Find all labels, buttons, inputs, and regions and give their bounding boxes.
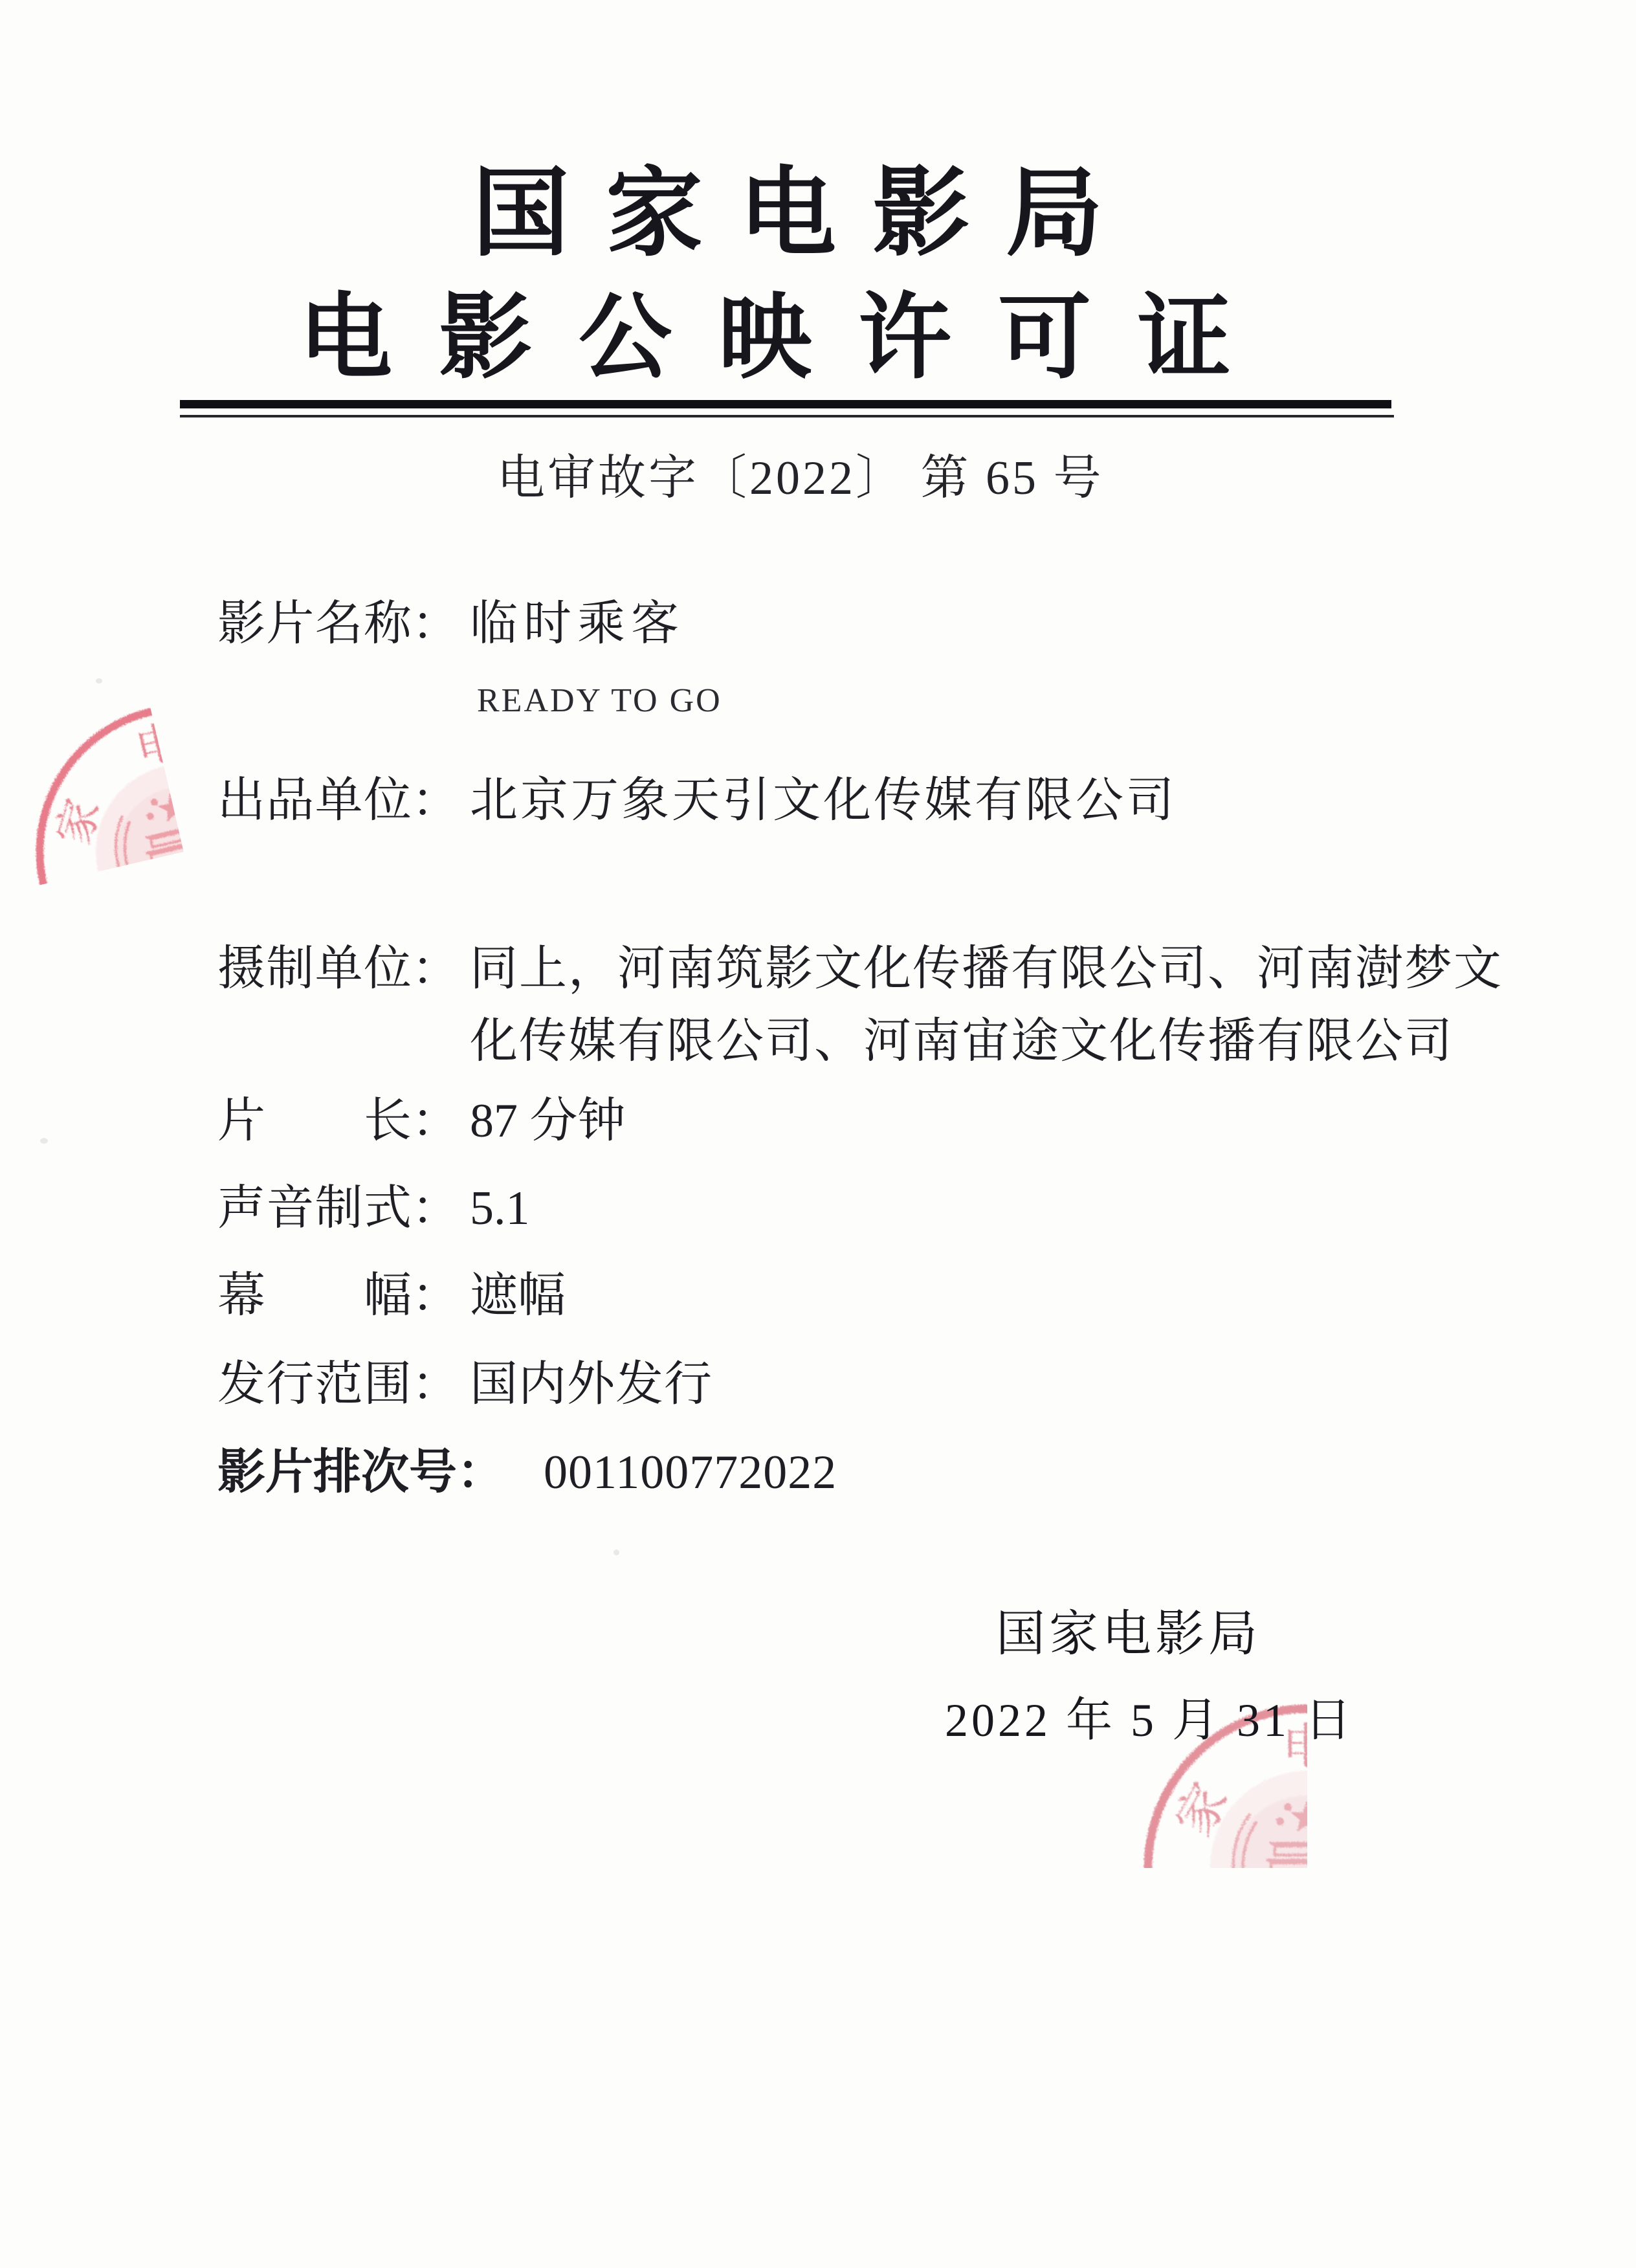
field-colon: ：	[412, 1358, 459, 1411]
document-title-line1: 国家电影局	[472, 161, 1140, 268]
field-colon: ：	[412, 774, 459, 827]
issuer-name: 国家电影局	[996, 1607, 1261, 1662]
field-colon: ：	[457, 1446, 505, 1499]
field-row-producer	[217, 771, 1177, 830]
scan-speck	[40, 1138, 48, 1144]
field-label: 影片名称	[217, 597, 412, 650]
field-value-film-name: 临时乘客	[470, 597, 685, 650]
partial-official-seal-stamp	[0, 555, 184, 920]
film-english-title: READY TO GO	[477, 682, 722, 719]
field-row-film-name	[217, 594, 685, 654]
permit-number: 电审故字〔2022〕 第 65 号	[497, 452, 1104, 505]
header-rule-thick	[180, 400, 1391, 408]
field-value-producer: 北京万象天引文化传媒有限公司	[470, 774, 1177, 827]
field-row-screen-format	[217, 1266, 566, 1326]
field-label: 出品单位	[217, 774, 412, 827]
field-label: 影片排次号	[217, 1446, 457, 1499]
scan-speck	[614, 1550, 619, 1555]
field-label: 声音制式	[217, 1182, 412, 1235]
field-label: 发行范围	[217, 1358, 412, 1411]
header-rule-thin	[180, 415, 1394, 417]
field-value-film-serial-number: 001100772022	[544, 1446, 837, 1499]
field-colon: ：	[412, 1182, 459, 1235]
field-row-production-units	[217, 933, 1535, 1078]
field-label: 幕幅	[217, 1269, 412, 1322]
field-value-distribution-range: 国内外发行	[470, 1358, 713, 1411]
field-label: 摄制单位	[217, 942, 412, 995]
field-label: 片长	[217, 1095, 412, 1148]
document-title-line2: 电影公映许可证	[299, 287, 1278, 390]
field-row-film-serial-number	[217, 1443, 837, 1502]
field-colon: ：	[412, 1269, 459, 1322]
field-value-production-units: 同上，河南筑影文化传播有限公司、河南澍梦文化传媒有限公司、河南宙途文化传播有限公司	[470, 942, 1503, 1068]
field-value-sound-format: 5.1	[470, 1182, 530, 1235]
issue-date: 2022 年 5 月 31 日	[945, 1695, 1355, 1746]
field-row-distribution-range	[217, 1355, 713, 1414]
field-colon: ：	[412, 942, 459, 995]
field-colon: ：	[412, 597, 459, 650]
field-value-runtime: 87 分钟	[470, 1095, 626, 1148]
field-row-sound-format	[217, 1179, 530, 1238]
field-colon: ：	[412, 1095, 459, 1148]
field-row-runtime	[217, 1091, 626, 1151]
field-value-screen-format: 遮幅	[470, 1269, 566, 1322]
